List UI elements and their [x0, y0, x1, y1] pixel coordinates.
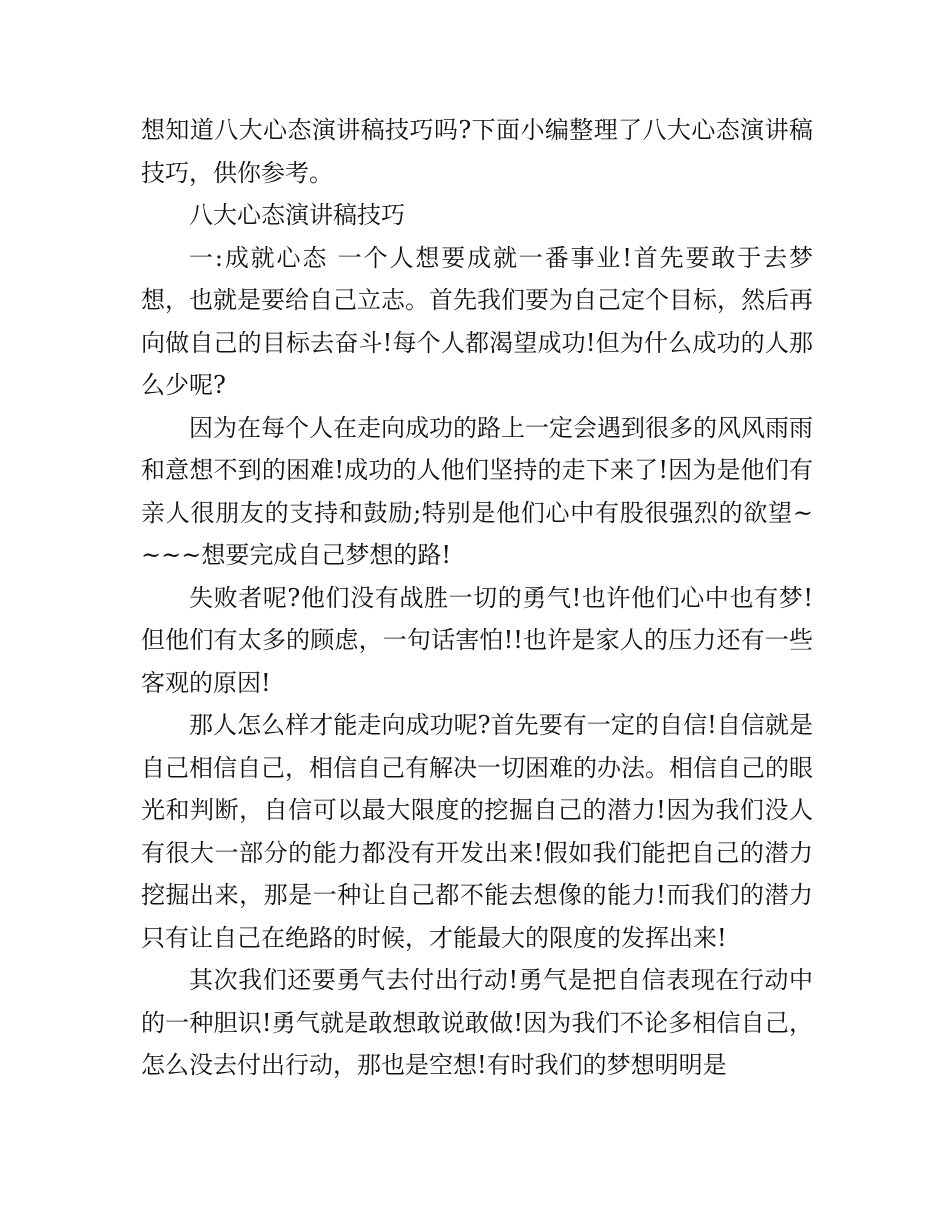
intro-paragraph: 想知道八大心态演讲稿技巧吗?下面小编整理了八大心态演讲稿技巧，供你参考。: [141, 116, 813, 187]
body-paragraph-1: 一:成就心态 一个人想要成就一番事业!首先要敢于去梦想，也就是要给自己立志。首先我们要为自己定个目标，然后再向做自己的目标去奋斗!每个人都渴望成功!但为什么成功的人那么少呢?: [141, 243, 813, 399]
body-paragraph-5: 其次我们还要勇气去付出行动!勇气是把自信表现在行动中的一种胆识!勇气就是敢想敢说敢做!因为我们不论多相信自己，怎么没去付出行动，那也是空想!有时我们的梦想明明是: [141, 966, 813, 1079]
document-heading: 八大心态演讲稿技巧: [189, 201, 405, 229]
body-paragraph-3: 失败者呢?他们没有战胜一切的勇气!也许他们心中也有梦!但他们有太多的顾虑，一句话害怕!!也许是家人的压力还有一些客观的原因!: [141, 583, 813, 697]
body-paragraph-2: 因为在每个人在走向成功的路上一定会遇到很多的风风雨雨和意想不到的困难!成功的人他们坚持的走下来了!因为是他们有亲人很朋友的支持和鼓励;特别是他们心中有股很强烈的欲望~~~~想要完成自己梦想的路!: [141, 413, 813, 569]
document-body: [141, 109, 813, 1087]
body-paragraph-4: 那人怎么样才能走向成功呢?首先要有一定的自信!自信就是自己相信自己，相信自己有解决一切困难的办法。相信自己的眼光和判断，自信可以最大限度的挖掘自己的潜力!因为我们没人有很大一部分的能力都没有开发出来!假如我们能把自己的潜力挖掘出来，那是一种让自己都不能去想像的能力!而我们的潜力只有让自己在绝路的时候，才能最大的限度的发挥出来!: [141, 711, 813, 952]
